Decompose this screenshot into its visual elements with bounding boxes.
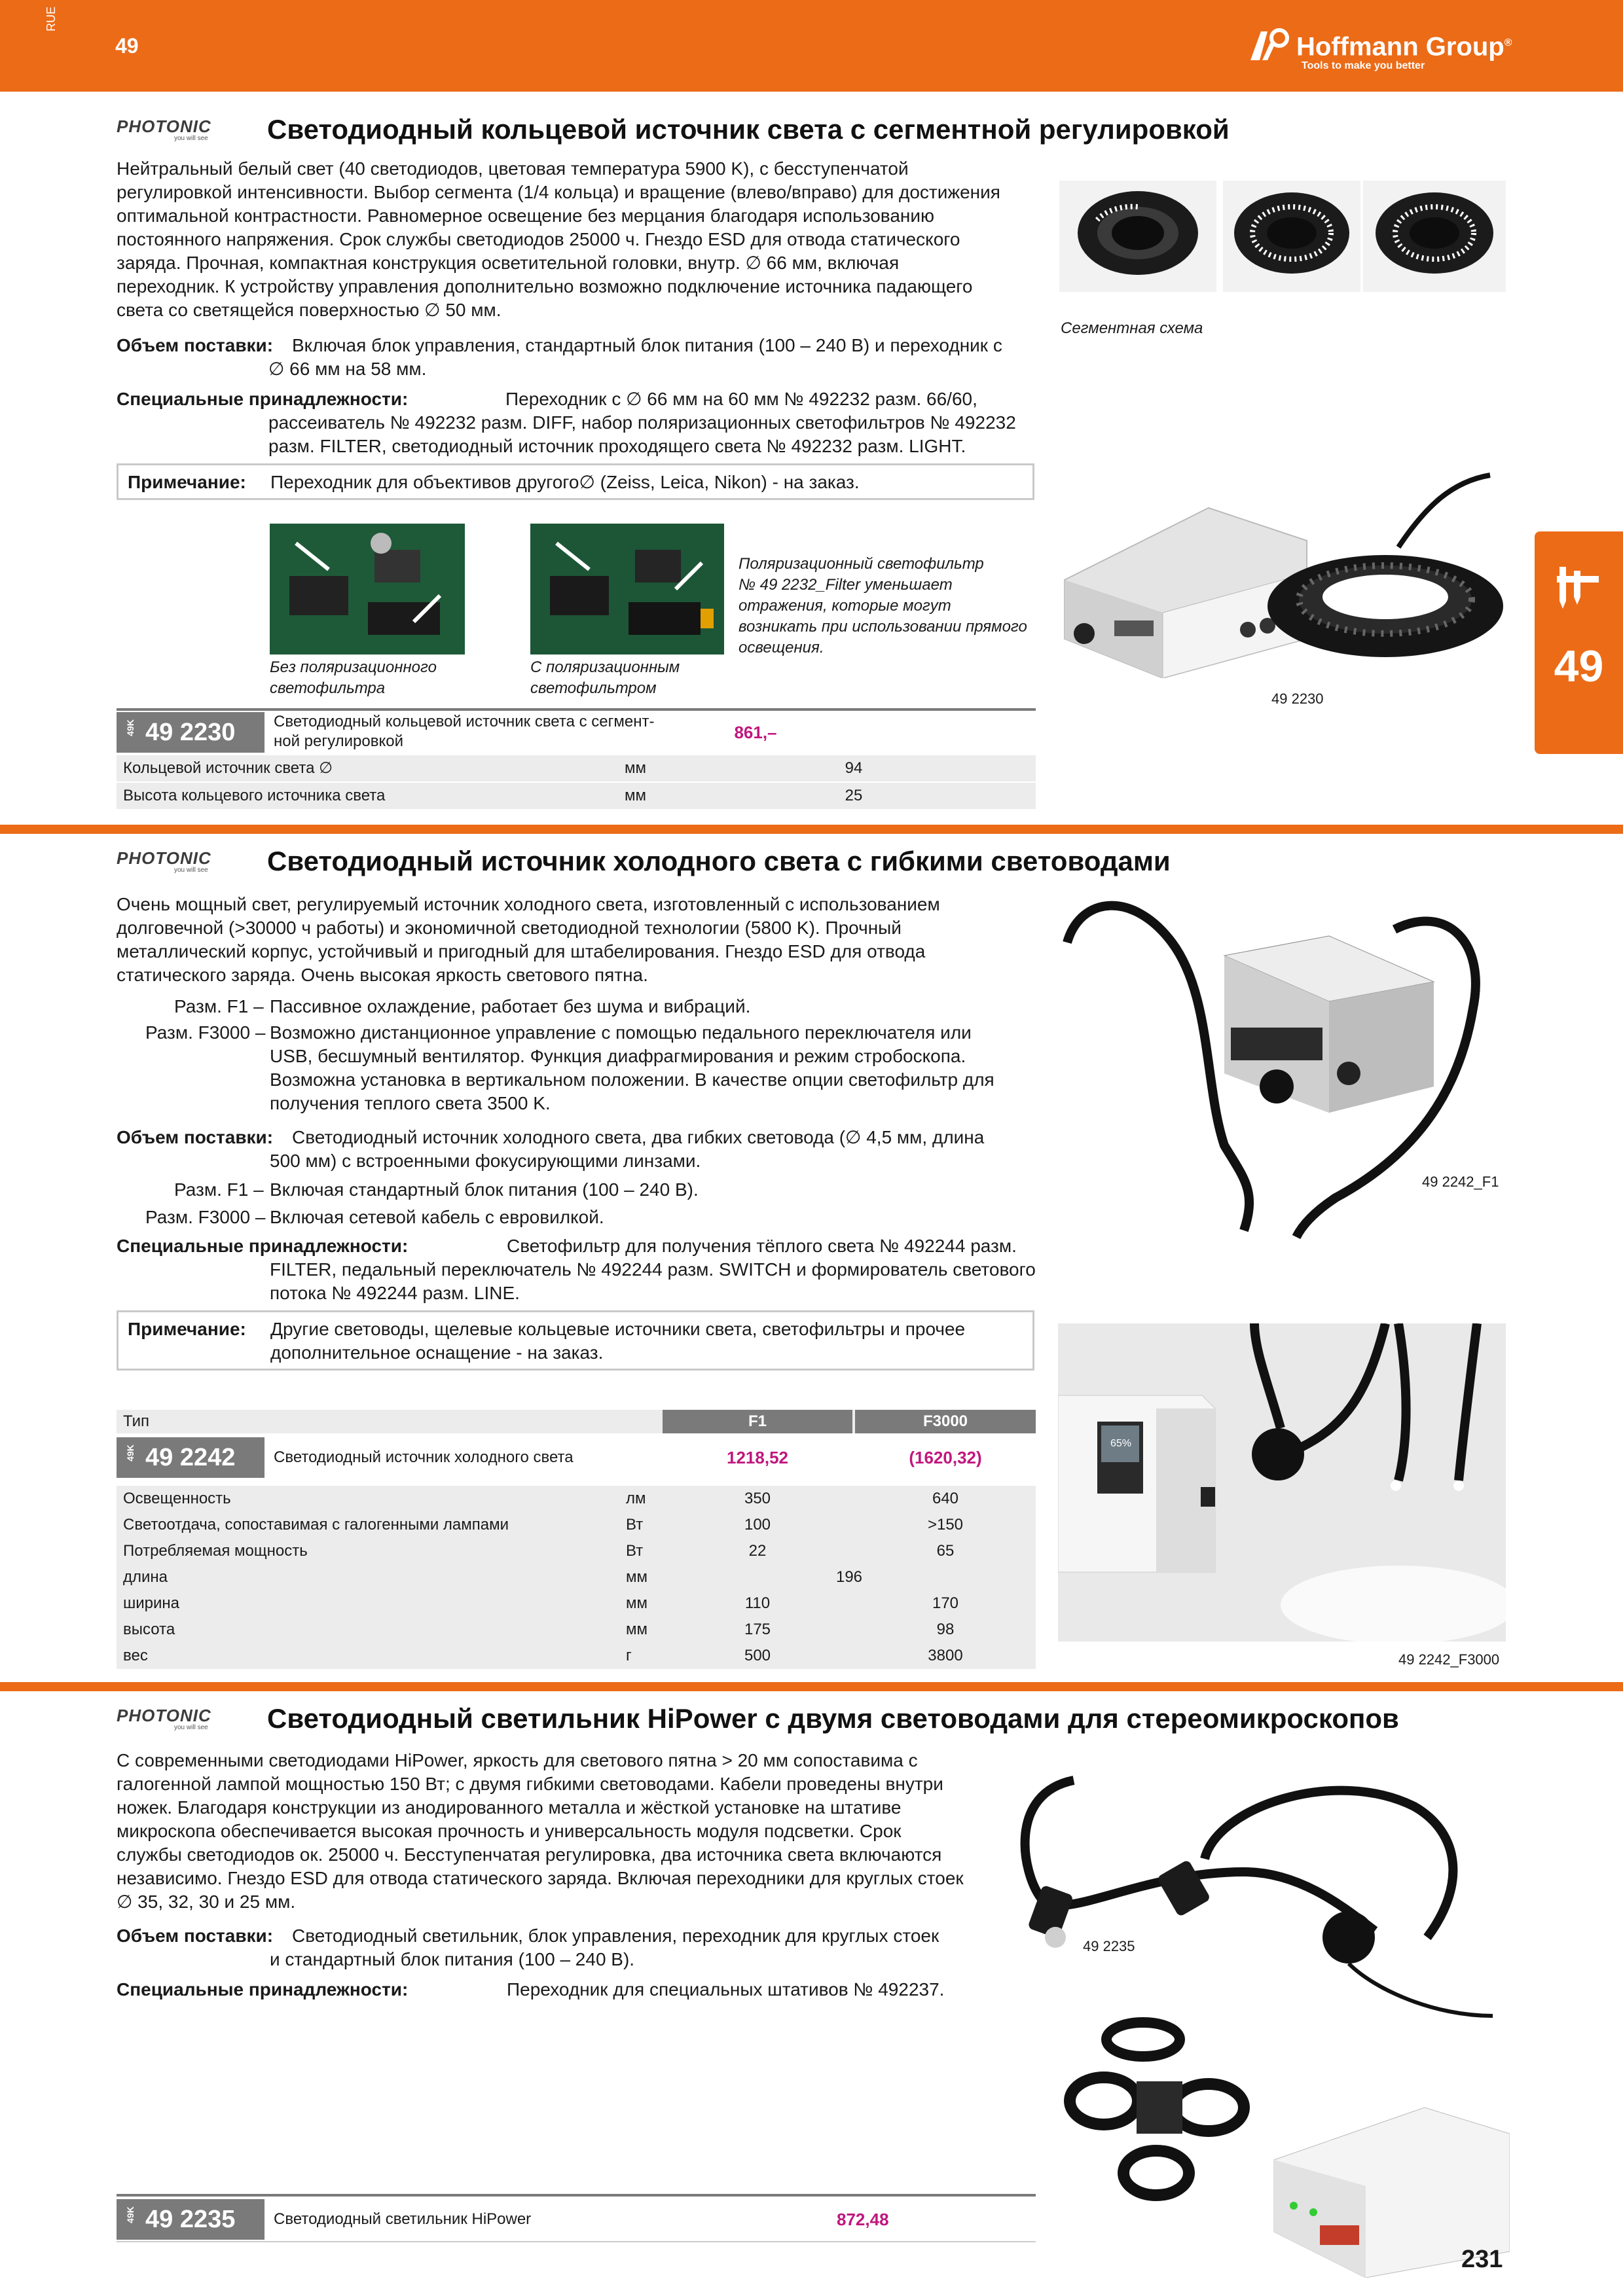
section1-accessories-text: Переходник с ∅ 66 мм на 60 мм № 492232 разм. 66/60, рассеиватель № 492232 разм. DIFF, набор поляризационных светофильтров № 492232 разм. FILTER, светодиодный источник проходящего света № 492232 разм. LIGHT. — [268, 389, 1016, 456]
column-f3000: F3000 — [855, 1410, 1036, 1433]
variant-f1-label: Разм. F1 – — [174, 996, 264, 1016]
table-rule — [117, 2241, 1036, 2242]
article-description: Светодиодный светильник HiPower — [274, 2210, 532, 2228]
ring-light-product-photo — [1058, 469, 1510, 678]
photonic-brand-logo: PHOTONIC you will see — [117, 117, 211, 142]
ring-light-segment-photo-1 — [1059, 181, 1216, 292]
article-price: 861,– — [734, 723, 777, 742]
product-code-492235: 49 2235 — [1083, 1938, 1135, 1954]
table-row: Освещенность лм 350 640 — [117, 1486, 1036, 1512]
hoffmann-logo[interactable] — [1248, 24, 1510, 76]
table-row: Высота кольцевого источника света мм 25 — [117, 783, 1036, 809]
table-row: Потребляемая мощность Вт 22 65 — [117, 1538, 1036, 1564]
variant-f1-text: Пассивное охлаждение, работает без шума и вибраций. — [270, 996, 751, 1016]
ring-light-segment-photo-2 — [1223, 181, 1360, 292]
article-number-box: 49K 49 2242 — [117, 1437, 264, 1478]
section2-note-text: Другие световоды, щелевые кольцевые источники света, светофильтры и прочее дополнительное оснащение - на заказ. — [270, 1319, 966, 1363]
section2-accessories-label: Специальные принадлежности: — [117, 1236, 409, 1256]
section1-accessories-label: Специальные принадлежности: — [117, 389, 409, 409]
section1-scope-text: Включая блок управления, стандартный блок питания (100 – 240 В) и переходник с ∅ 66 мм на 58 мм. — [268, 335, 1002, 379]
section1-note-box — [117, 463, 1034, 500]
table-row: Светоотдача, сопоставимая с галогенными лампами Вт 100 >150 — [117, 1512, 1036, 1538]
section2-scope-text: Светодиодный источник холодного света, два гибких световода (∅ 4,5 мм, длина 500 мм) с встроенными фокусирующими линзами. — [270, 1127, 985, 1171]
section2-title: Светодиодный источник холодного света с гибкими световодами — [267, 846, 1171, 876]
photonic-brand-logo: PHOTONIC you will see — [117, 1706, 211, 1731]
pcb-with-filter-photo — [530, 524, 724, 655]
caption-without-filter: Без поляризационного светофильтра — [270, 658, 437, 697]
variant-f3000-label: Разм. F3000 – — [145, 1022, 266, 1043]
section3-accessories-text: Переходник для специальных штативов № 492237. — [507, 1979, 945, 2000]
article-description: Светодиодный источник холодного света — [274, 1448, 574, 1466]
article-row-492230[interactable] — [117, 712, 1036, 753]
table-rule — [117, 708, 1036, 711]
photonic-brand-logo: PHOTONIC you will see — [117, 848, 211, 874]
product-code-492242-f1: 49 2242_F1 — [1422, 1174, 1499, 1190]
table-row: Кольцевой источник света ∅ мм 94 — [117, 755, 1036, 781]
logo-text: Hoffmann Group® — [1296, 32, 1512, 62]
polarizing-filter-caption: Поляризационный светофильтр № 49 2232_Filter уменьшает отражения, которые могут возникать при использовании прямого освещения. — [739, 555, 1027, 656]
display-readout: 65% — [1110, 1438, 1132, 1449]
section1-title: Светодиодный кольцевой источник света с сегментной регулировкой — [267, 114, 1230, 145]
article-description: Светодиодный кольцевой источник света с сегмент- ной регулировкой — [274, 713, 655, 750]
article-price-f1: 1218,52 — [727, 1448, 788, 1467]
column-f1: F1 — [663, 1410, 852, 1433]
table-row: ширина мм 110 170 — [117, 1590, 1036, 1617]
section-divider — [0, 1682, 1623, 1691]
variant-f3000-text: Возможно дистанционное управление с помощью педального переключателя или USB, бесшумный вентилятор. Функция диафрагмирования и режим стробоскопа. Возможна установка в вертикальном положении. В качестве опции светофильтр для получения теплого света 3500 K. — [270, 1022, 994, 1113]
section3-description: С современными светодиодами HiPower, яркость для светового пятна > 20 мм сопоставима с галогенной лампой мощностью 150 Вт; с двумя гибкими световодами. Кабели проведены внутри ножек. Благодаря конструкции из анодированного металла и жёсткой установке на штативе микроскопа обеспечивается высокая прочность и универсальность модуля подсветки. Срок службы светодиодов ок. 25000 ч. Бесступенчатая регулировка, два источника света включаются независимо. Гнездо ESD для отвода статического заряда. Включая переходники для круглых стоек ∅ 35, 32, 30 и 25 мм. — [117, 1750, 964, 1912]
scope-f1-label: Разм. F1 – — [174, 1179, 264, 1200]
product-code-492230: 49 2230 — [1271, 691, 1324, 707]
product-code-492242-f3000: 49 2242_F3000 — [1398, 1651, 1500, 1668]
section3-title: Светодиодный светильник HiPower с двумя световодами для стереомикроскопов — [267, 1703, 1399, 1734]
scope-f3000-text: Включая сетевой кабель с евровилкой. — [270, 1207, 604, 1227]
section1-scope-label: Объем поставки: — [117, 335, 274, 355]
table-row: вес г 500 3800 — [117, 1643, 1036, 1669]
article-price-f3000: (1620,32) — [909, 1448, 982, 1467]
section1-description: Нейтральный белый свет (40 светодиодов, цветовая температура 5900 K), с бесступенчатой регулировкой интенсивности. Выбор сегмента (1/4 кольца) и вращение (влево/вправо) для достижения оптимальной контрастности. Равномерное освещение без мерцания благодаря использованию постоянного напряжения. Срок службы светодиодов 25000 ч. Гнездо ESD для отвода статического заряда. Прочная, компактная конструкция осветительной головки, внутр. ∅ 66 мм, включая переходник. К устройству управления дополнительно возможно подключение источника падающего света со светящейся поверхностью ∅ 50 мм. — [117, 158, 1000, 320]
article-row-492242[interactable] — [117, 1437, 1036, 1478]
section3-accessories-label: Специальные принадлежности: — [117, 1979, 409, 2000]
section2-note-box — [117, 1310, 1034, 1371]
chapter-tab[interactable] — [1535, 531, 1623, 754]
cold-light-f3000-photo — [1058, 1323, 1506, 1641]
table-header: Тип F1 F3000 — [117, 1410, 1036, 1433]
section-divider — [0, 825, 1623, 834]
section1-note-text: Переходник для объективов другого∅ (Zeiss, Leica, Nikon) - на заказ. — [270, 472, 860, 492]
segment-scheme-caption: Сегментная схема — [1061, 319, 1203, 337]
section2-accessories-text: Светофильтр для получения тёплого света № 492244 разм. FILTER, педальный переключатель № 492244 разм. SWITCH и формирователь светового потока № 492244 разм. LINE. — [270, 1236, 1036, 1303]
article-row-492235[interactable] — [117, 2199, 1036, 2240]
section2-note-label: Примечание: — [128, 1319, 246, 1339]
table-row: высота мм 175 98 — [117, 1617, 1036, 1643]
section1-note-label: Примечание: — [128, 472, 246, 492]
article-number-box: 49K 49 2230 — [117, 712, 264, 753]
article-number-box: 49K 49 2235 — [117, 2199, 264, 2240]
section3-scope-label: Объем поставки: — [117, 1926, 274, 1946]
section2-scope-label: Объем поставки: — [117, 1127, 274, 1147]
pcb-without-filter-photo — [270, 524, 465, 655]
cold-light-f1-photo — [1054, 890, 1486, 1244]
section3-scope-text: Светодиодный светильник, блок управления, переходник для круглых стоек и стандартный блок питания (100 – 240 В). — [270, 1926, 939, 1969]
table-rule — [117, 2194, 1036, 2197]
caliper-icon — [1554, 564, 1601, 611]
page-number: 231 — [1461, 2246, 1503, 2273]
hipower-adapters-and-controller-photo — [1058, 2016, 1510, 2278]
section2-description: Очень мощный свет, регулируемый источник холодного света, изготовленный с использованием долговечной (>30000 ч работы) и экономичной светодиодной технологии (5800 K). Прочный металлический корпус, устойчивый и пригодный для штабелирования. Гнездо ESD для отвода статического заряда. Очень высокая яркость светового пятна. — [117, 894, 940, 985]
hoffmann-logo-icon — [1248, 26, 1294, 63]
scope-f3000-label: Разм. F3000 – — [145, 1207, 266, 1227]
language-code: RUE — [45, 6, 58, 31]
ring-light-segment-photo-3 — [1363, 181, 1506, 292]
logo-tagline: Tools to make you better — [1302, 60, 1425, 71]
chapter-tab-number: 49 — [1554, 641, 1604, 691]
scope-f1-text: Включая стандартный блок питания (100 – 240 В). — [270, 1179, 699, 1200]
article-price: 872,48 — [837, 2210, 889, 2229]
hipower-gooseneck-photo — [1008, 1741, 1506, 2029]
chapter-number: 49 — [115, 34, 139, 58]
table-row: длина мм 196 — [117, 1564, 1036, 1590]
caption-with-filter: С поляризационным светофильтром — [530, 658, 680, 697]
